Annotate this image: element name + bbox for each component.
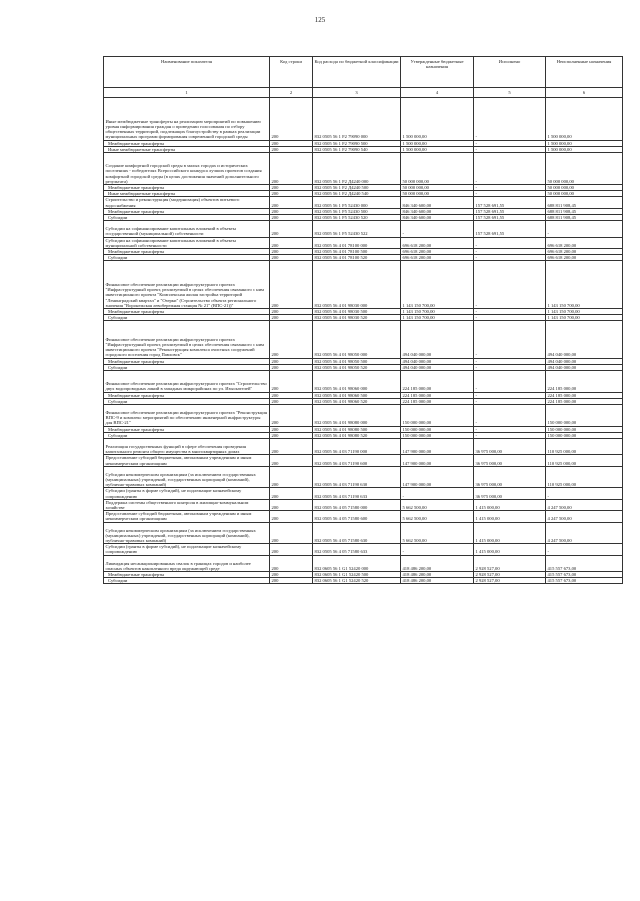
row-executed: 157 528 691,55 bbox=[474, 197, 546, 208]
row-code-line: 200 bbox=[270, 488, 313, 499]
row-budget-code: 832 0505 56 4 05 71580 600 bbox=[313, 511, 401, 522]
row-unexecuted: 110 925 000,00 bbox=[546, 466, 623, 488]
row-approved: 150 000 000,00 bbox=[401, 405, 474, 427]
table-row bbox=[104, 221, 623, 237]
row-code-line: 200 bbox=[270, 358, 313, 364]
row-code-line: 200 bbox=[270, 255, 313, 261]
row-executed: 2 928 527,00 bbox=[474, 572, 546, 578]
table-row bbox=[104, 555, 623, 571]
row-name: Межбюджетные трансферты bbox=[104, 309, 270, 315]
row-budget-code: 832 0505 56 4 01 98080 520 bbox=[313, 432, 401, 438]
row-executed: 157 528 691,55 bbox=[474, 215, 546, 221]
row-executed: 157 528 691,55 bbox=[474, 221, 546, 237]
row-executed: 1 415 000,00 bbox=[474, 544, 546, 555]
row-code-line: 200 bbox=[270, 392, 313, 398]
column-number: 6 bbox=[546, 88, 623, 98]
row-code-line: 200 bbox=[270, 555, 313, 571]
row-approved: - bbox=[401, 221, 474, 237]
row-executed: - bbox=[474, 140, 546, 146]
row-code-line: 200 bbox=[270, 315, 313, 321]
row-code-line: 200 bbox=[270, 439, 313, 455]
row-code-line: 200 bbox=[270, 249, 313, 255]
row-budget-code: 832 0505 56 4 01 98050 500 bbox=[313, 358, 401, 364]
table-row bbox=[104, 488, 623, 499]
row-unexecuted: 50 000 000,00 bbox=[546, 191, 623, 197]
row-unexecuted: 1 500 000,00 bbox=[546, 140, 623, 146]
row-name: Иные межбюджетные трансферты bbox=[104, 191, 270, 197]
row-code-line: 200 bbox=[270, 191, 313, 197]
row-name: Межбюджетные трансферты bbox=[104, 358, 270, 364]
row-executed: - bbox=[474, 261, 546, 309]
row-unexecuted: 494 040 000,00 bbox=[546, 364, 623, 370]
row-code-line: 200 bbox=[270, 98, 313, 140]
row-approved: 224 185 000,00 bbox=[401, 371, 474, 393]
row-name: Межбюджетные трансферты bbox=[104, 185, 270, 191]
row-approved: 1 143 150 700,00 bbox=[401, 315, 474, 321]
row-unexecuted: 1 500 000,00 bbox=[546, 146, 623, 152]
row-unexecuted: 224 185 000,00 bbox=[546, 392, 623, 398]
column-number: 2 bbox=[270, 88, 313, 98]
row-approved: 50 000 000,00 bbox=[401, 191, 474, 197]
row-budget-code: 832 0505 56 4 01 98050 520 bbox=[313, 364, 401, 370]
row-executed: - bbox=[474, 398, 546, 404]
row-code-line: 200 bbox=[270, 153, 313, 185]
row-approved: 418 486 200,00 bbox=[401, 578, 474, 584]
row-name: Финансовое обеспечение реализации инфраструктурного проекта "Реконструкция ВПС-9 и комплекс мероприятий по обеспечению инженерной инфраструктуры для ВПС-21" bbox=[104, 405, 270, 427]
row-code-line: 200 bbox=[270, 466, 313, 488]
row-executed: - bbox=[474, 249, 546, 255]
row-executed: - bbox=[474, 185, 546, 191]
row-budget-code: 832 0505 56 4 05 71580 000 bbox=[313, 499, 401, 510]
row-unexecuted: 1 500 000,00 bbox=[546, 98, 623, 140]
row-approved: 1 500 000,00 bbox=[401, 98, 474, 140]
row-code-line: 200 bbox=[270, 364, 313, 370]
header-code-line: Код строки bbox=[270, 57, 313, 88]
row-executed: - bbox=[474, 309, 546, 315]
table-row bbox=[104, 321, 623, 358]
row-budget-code: 832 0505 56 4 01 78100 500 bbox=[313, 249, 401, 255]
row-executed: 2 928 527,00 bbox=[474, 555, 546, 571]
row-budget-code: 832 0505 56 4 01 78100 520 bbox=[313, 255, 401, 261]
row-name: Субсидии bbox=[104, 398, 270, 404]
row-name: Предоставление субсидий бюджетным, автономным учреждениям и иным некоммерческим организациям bbox=[104, 511, 270, 522]
row-approved: 846 340 600,00 bbox=[401, 197, 474, 208]
row-code-line: 200 bbox=[270, 208, 313, 214]
row-unexecuted: 150 000 000,00 bbox=[546, 432, 623, 438]
row-unexecuted: 494 040 000,00 bbox=[546, 321, 623, 358]
row-approved: 494 040 000,00 bbox=[401, 358, 474, 364]
row-name: Межбюджетные трансферты bbox=[104, 426, 270, 432]
row-budget-code: 832 0505 56 1 F2 Д4240 540 bbox=[313, 191, 401, 197]
row-budget-code: 832 0505 56 1 F5 52430 000 bbox=[313, 197, 401, 208]
row-executed: - bbox=[474, 321, 546, 358]
row-code-line: 200 bbox=[270, 522, 313, 544]
row-unexecuted: 4 247 500,00 bbox=[546, 511, 623, 522]
row-unexecuted: 224 185 000,00 bbox=[546, 371, 623, 393]
row-budget-code: 832 0505 56 1 F5 52430 500 bbox=[313, 208, 401, 214]
table-row bbox=[104, 261, 623, 309]
table-row bbox=[104, 511, 623, 522]
row-code-line: 200 bbox=[270, 146, 313, 152]
row-approved: 1 143 150 700,00 bbox=[401, 261, 474, 309]
table-body bbox=[104, 98, 623, 584]
row-executed: 1 415 000,00 bbox=[474, 522, 546, 544]
row-budget-code: 832 0505 56 1 F5 52430 520 bbox=[313, 215, 401, 221]
row-unexecuted: 50 000 000,00 bbox=[546, 153, 623, 185]
row-unexecuted: 224 185 000,00 bbox=[546, 398, 623, 404]
row-budget-code: 832 0505 56 4 05 71580 630 bbox=[313, 522, 401, 544]
row-unexecuted: - bbox=[546, 221, 623, 237]
row-executed: - bbox=[474, 405, 546, 427]
row-budget-code: 832 0605 56 1 G1 52420 520 bbox=[313, 578, 401, 584]
row-executed: - bbox=[474, 255, 546, 261]
row-code-line: 200 bbox=[270, 455, 313, 466]
row-executed: 36 975 000,00 bbox=[474, 466, 546, 488]
row-approved: 224 185 000,00 bbox=[401, 392, 474, 398]
row-budget-code: 832 0605 56 1 G1 52420 500 bbox=[313, 572, 401, 578]
row-approved: 5 662 500,00 bbox=[401, 499, 474, 510]
row-approved: - bbox=[401, 544, 474, 555]
row-approved: 5 662 500,00 bbox=[401, 511, 474, 522]
row-budget-code: 832 0505 56 4 01 98060 000 bbox=[313, 371, 401, 393]
table-row bbox=[104, 522, 623, 544]
row-executed: 36 975 000,00 bbox=[474, 488, 546, 499]
row-name: Межбюджетные трансферты bbox=[104, 140, 270, 146]
row-budget-code: 832 0505 56 1 F5 52430 522 bbox=[313, 221, 401, 237]
row-executed: 1 415 000,00 bbox=[474, 511, 546, 522]
row-approved: 50 000 000,00 bbox=[401, 153, 474, 185]
row-executed: - bbox=[474, 358, 546, 364]
row-unexecuted: 415 557 673,00 bbox=[546, 555, 623, 571]
row-name: Межбюджетные трансферты bbox=[104, 249, 270, 255]
row-name: Субсидии на софинансирование капитальных вложений в объекты муниципальной собственности bbox=[104, 237, 270, 248]
row-name: Иные межбюджетные трансферты bbox=[104, 146, 270, 152]
row-name: Предоставление субсидий бюджетным, автономным учреждениям и иным некоммерческим организациям bbox=[104, 455, 270, 466]
row-name: Субсидии (гранты в форме субсидий), не подлежащие казначейскому сопровождению bbox=[104, 488, 270, 499]
row-budget-code: 832 0505 56 4 01 98030 000 bbox=[313, 261, 401, 309]
row-executed: 1 415 000,00 bbox=[474, 499, 546, 510]
row-approved: 147 900 000,00 bbox=[401, 466, 474, 488]
row-name: Субсидии bbox=[104, 255, 270, 261]
row-unexecuted: 4 247 500,00 bbox=[546, 499, 623, 510]
row-executed: 157 528 691,55 bbox=[474, 208, 546, 214]
header-name: Наименование показателя bbox=[104, 57, 270, 88]
row-name: Финансовое обеспечение реализации инфраструктурного проекта "Инфраструктурный проект, реализуемый в целях обеспечения связанного с ним инвестиционного проекта "Реконструкция комплекса очистных сооружений городского поселения город Павловск" bbox=[104, 321, 270, 358]
row-code-line: 200 bbox=[270, 321, 313, 358]
row-approved: 1 500 000,00 bbox=[401, 140, 474, 146]
row-name: Межбюджетные трансферты bbox=[104, 392, 270, 398]
row-budget-code: 832 0505 56 4 01 98060 500 bbox=[313, 392, 401, 398]
header-executed: Исполнено bbox=[474, 57, 546, 88]
row-budget-code: 832 0505 56 1 F2 79090 500 bbox=[313, 140, 401, 146]
row-code-line: 200 bbox=[270, 544, 313, 555]
row-budget-code: 832 0505 56 4 01 98030 500 bbox=[313, 309, 401, 315]
row-code-line: 200 bbox=[270, 426, 313, 432]
row-approved: 846 340 600,00 bbox=[401, 215, 474, 221]
row-name: Межбюджетные трансферты bbox=[104, 208, 270, 214]
row-code-line: 200 bbox=[270, 432, 313, 438]
row-name: Финансовое обеспечение реализации инфраструктурного проекта "Строительство двух водопроводных линий в западных микрорайонах по ул. Изыскателей" bbox=[104, 371, 270, 393]
row-budget-code: 832 0505 56 1 F2 Д4240 500 bbox=[313, 185, 401, 191]
row-budget-code: 832 0505 56 4 01 98050 000 bbox=[313, 321, 401, 358]
row-name: Реализация государственных функций в сфере обеспечения проведения капитального ремонта общего имущества в многоквартирных домах bbox=[104, 439, 270, 455]
row-unexecuted: 1 143 150 700,00 bbox=[546, 261, 623, 309]
row-unexecuted: 688 811 908,45 bbox=[546, 197, 623, 208]
row-budget-code: 832 0505 56 4 01 78100 000 bbox=[313, 237, 401, 248]
row-name: Ликвидация несанкционированных свалок в границах городов и наиболее опасных объектов накопленного вреда окружающей среде bbox=[104, 555, 270, 571]
row-budget-code: 832 0505 56 4 01 98080 000 bbox=[313, 405, 401, 427]
row-approved: 494 040 000,00 bbox=[401, 364, 474, 370]
budget-execution-table bbox=[103, 56, 623, 584]
header-approved: Утвержденные бюджетные назначения bbox=[401, 57, 474, 88]
row-name: Субсидии bbox=[104, 432, 270, 438]
row-budget-code: 832 0505 56 4 03 71190 630 bbox=[313, 466, 401, 488]
header-unexecuted: Неисполненные назначения bbox=[546, 57, 623, 88]
row-name: Субсидии некоммерческим организациям (за исключением государственных (муниципальных) учреждений, государственных корпораций (компаний), публично-правовых компаний) bbox=[104, 466, 270, 488]
row-unexecuted: 1 143 150 700,00 bbox=[546, 309, 623, 315]
table-row bbox=[104, 405, 623, 427]
row-approved: 50 000 000,00 bbox=[401, 185, 474, 191]
row-code-line: 200 bbox=[270, 499, 313, 510]
row-code-line: 200 bbox=[270, 221, 313, 237]
row-code-line: 200 bbox=[270, 578, 313, 584]
row-unexecuted: 150 000 000,00 bbox=[546, 405, 623, 427]
row-approved: 1 500 000,00 bbox=[401, 146, 474, 152]
table-row bbox=[104, 499, 623, 510]
row-name: Субсидии (гранты в форме субсидий), не подлежащие казначейскому сопровождению bbox=[104, 544, 270, 555]
row-approved: 418 486 200,00 bbox=[401, 555, 474, 571]
row-code-line: 200 bbox=[270, 140, 313, 146]
row-unexecuted: - bbox=[546, 488, 623, 499]
table-row bbox=[104, 197, 623, 208]
row-executed: 36 975 000,00 bbox=[474, 439, 546, 455]
row-name: Межбюджетные трансферты bbox=[104, 572, 270, 578]
table-row bbox=[104, 237, 623, 248]
row-unexecuted: 415 557 673,00 bbox=[546, 578, 623, 584]
table-row bbox=[104, 98, 623, 140]
row-unexecuted: - bbox=[546, 544, 623, 555]
row-unexecuted: 494 040 000,00 bbox=[546, 358, 623, 364]
row-name: Создание комфортной городской среды в малых городах и исторических поселениях - победителях Всероссийского конкурса лучших проектов создания комфортной городской среды (в целях достижения значений дополнительного результата) bbox=[104, 153, 270, 185]
row-executed: - bbox=[474, 237, 546, 248]
row-name: Строительство и реконструкция (модернизация) объектов питьевого водоснабжения bbox=[104, 197, 270, 208]
row-unexecuted: 688 811 908,45 bbox=[546, 215, 623, 221]
table-row bbox=[104, 466, 623, 488]
row-name: Финансовое обеспечение реализации инфраструктурного проекта "Инфраструктурный проект, реализуемый в целях обеспечения связанного с ним инвестиционного проекта "Комплексная жилая застройка территорий "Ленинградский квартал" и "Озерки" (Строительство объекта регионального значения "Воронежская левобережная станция № 21" (ВПС-21))" bbox=[104, 261, 270, 309]
row-executed: - bbox=[474, 191, 546, 197]
row-budget-code: 832 0605 56 1 G1 52420 000 bbox=[313, 555, 401, 571]
row-budget-code: 832 0505 56 4 01 98080 500 bbox=[313, 426, 401, 432]
row-budget-code: 832 0505 56 4 01 98060 520 bbox=[313, 398, 401, 404]
table-row bbox=[104, 371, 623, 393]
row-name: Субсидии bbox=[104, 578, 270, 584]
row-name: Субсидии bbox=[104, 315, 270, 321]
row-code-line: 200 bbox=[270, 398, 313, 404]
header-budget-code: Код расхода по бюджетной классификации bbox=[313, 57, 401, 88]
row-executed: - bbox=[474, 364, 546, 370]
row-unexecuted: 696 618 200,00 bbox=[546, 249, 623, 255]
row-unexecuted: 4 247 500,00 bbox=[546, 522, 623, 544]
row-approved: 494 040 000,00 bbox=[401, 321, 474, 358]
table-row bbox=[104, 544, 623, 555]
row-code-line: 200 bbox=[270, 371, 313, 393]
row-approved: - bbox=[401, 488, 474, 499]
column-number: 1 bbox=[104, 88, 270, 98]
row-budget-code: 832 0505 56 4 03 71190 600 bbox=[313, 455, 401, 466]
row-budget-code: 832 0505 56 4 05 71580 633 bbox=[313, 544, 401, 555]
row-approved: 696 618 200,00 bbox=[401, 249, 474, 255]
row-code-line: 200 bbox=[270, 185, 313, 191]
row-executed: - bbox=[474, 426, 546, 432]
row-name: Субсидии bbox=[104, 215, 270, 221]
row-budget-code: 832 0505 56 1 F2 79090 000 bbox=[313, 98, 401, 140]
row-approved: 418 486 200,00 bbox=[401, 572, 474, 578]
row-unexecuted: 110 925 000,00 bbox=[546, 439, 623, 455]
row-approved: 846 340 600,00 bbox=[401, 208, 474, 214]
row-code-line: 200 bbox=[270, 309, 313, 315]
table-row bbox=[104, 455, 623, 466]
row-executed: - bbox=[474, 432, 546, 438]
row-executed: - bbox=[474, 392, 546, 398]
row-unexecuted: 696 618 200,00 bbox=[546, 237, 623, 248]
row-executed: - bbox=[474, 315, 546, 321]
row-name: Субсидии некоммерческим организациям (за исключением государственных (муниципальных) учреждений, государственных корпораций (компаний), публично-правовых компаний) bbox=[104, 522, 270, 544]
row-name: Субсидии на софинансирование капитальных вложений в объекты государственной (муниципальной) собственности bbox=[104, 221, 270, 237]
row-code-line: 200 bbox=[270, 405, 313, 427]
row-code-line: 200 bbox=[270, 237, 313, 248]
row-budget-code: 832 0505 56 4 03 71190 000 bbox=[313, 439, 401, 455]
row-approved: 224 185 000,00 bbox=[401, 398, 474, 404]
row-executed: - bbox=[474, 98, 546, 140]
row-unexecuted: 110 925 000,00 bbox=[546, 455, 623, 466]
row-budget-code: 832 0505 56 1 F2 Д4240 000 bbox=[313, 153, 401, 185]
row-executed: - bbox=[474, 146, 546, 152]
row-executed: - bbox=[474, 371, 546, 393]
row-budget-code: 832 0505 56 4 01 98030 520 bbox=[313, 315, 401, 321]
row-unexecuted: 696 618 200,00 bbox=[546, 255, 623, 261]
row-code-line: 200 bbox=[270, 261, 313, 309]
row-executed: - bbox=[474, 153, 546, 185]
row-approved: 1 143 150 700,00 bbox=[401, 309, 474, 315]
table-header-row bbox=[104, 57, 623, 88]
row-name: Иные межбюджетные трансферты на реализацию мероприятий по повышению уровня информирования граждан о проведении голосования по отбору общественных территорий, подлежащих благоустройству в рамках реализации муниципальных программ формирования современной городской среды bbox=[104, 98, 270, 140]
row-code-line: 200 bbox=[270, 197, 313, 208]
row-name: Поддержка системы общественного контроля в жилищно-коммунальном хозяйстве bbox=[104, 499, 270, 510]
row-approved: 150 000 000,00 bbox=[401, 432, 474, 438]
row-unexecuted: 50 000 000,00 bbox=[546, 185, 623, 191]
row-budget-code: 832 0505 56 4 03 71190 633 bbox=[313, 488, 401, 499]
row-budget-code: 832 0505 56 1 F2 79090 540 bbox=[313, 146, 401, 152]
row-code-line: 200 bbox=[270, 511, 313, 522]
column-number: 3 bbox=[313, 88, 401, 98]
row-approved: 147 900 000,00 bbox=[401, 439, 474, 455]
row-unexecuted: 688 811 908,45 bbox=[546, 208, 623, 214]
column-number-row bbox=[104, 88, 623, 98]
row-approved: 147 900 000,00 bbox=[401, 455, 474, 466]
row-approved: 696 618 200,00 bbox=[401, 237, 474, 248]
table-row bbox=[104, 153, 623, 185]
row-approved: 5 662 500,00 bbox=[401, 522, 474, 544]
column-number: 4 bbox=[401, 88, 474, 98]
row-unexecuted: 1 143 150 700,00 bbox=[546, 315, 623, 321]
row-approved: 696 618 200,00 bbox=[401, 255, 474, 261]
row-code-line: 200 bbox=[270, 572, 313, 578]
row-code-line: 200 bbox=[270, 215, 313, 221]
row-executed: 36 975 000,00 bbox=[474, 455, 546, 466]
row-name: Субсидии bbox=[104, 364, 270, 370]
table-row bbox=[104, 578, 623, 584]
table-row bbox=[104, 439, 623, 455]
row-approved: 150 000 000,00 bbox=[401, 426, 474, 432]
row-executed: 2 928 527,00 bbox=[474, 578, 546, 584]
column-number: 5 bbox=[474, 88, 546, 98]
page-number: 125 bbox=[314, 16, 326, 24]
row-unexecuted: 150 000 000,00 bbox=[546, 426, 623, 432]
row-unexecuted: 415 557 673,00 bbox=[546, 572, 623, 578]
